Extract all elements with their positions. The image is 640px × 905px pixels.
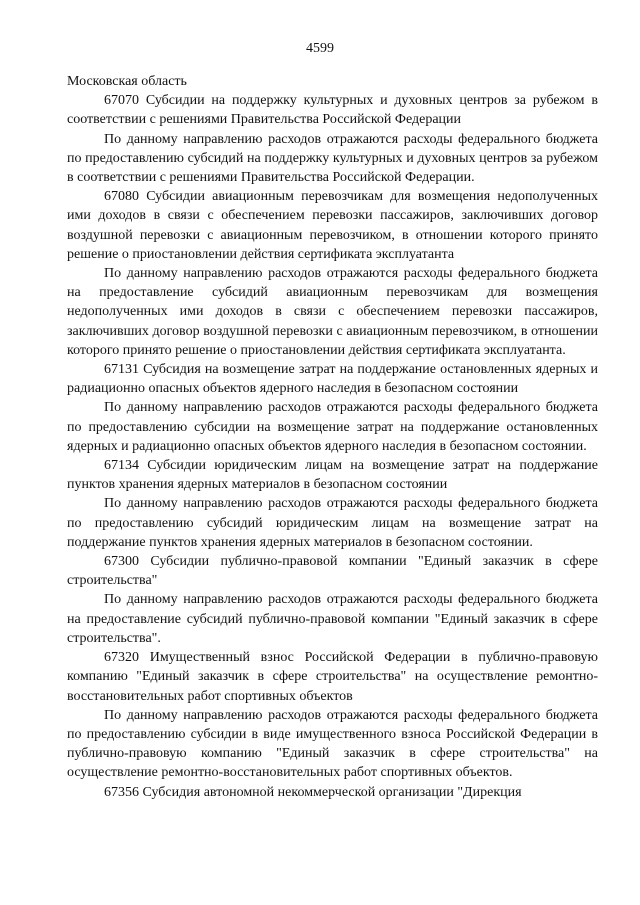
page-number: 4599 bbox=[306, 41, 334, 56]
paragraph-67300-heading: 67300 Субсидии публично-правовой компании "Единый заказчик в сфере строительства" bbox=[67, 554, 598, 589]
paragraph-67356-heading: 67356 Субсидия автономной некоммерческой организации "Дирекция bbox=[104, 784, 522, 800]
document-body bbox=[67, 72, 598, 802]
paragraph-67080-heading: 67080 Субсидии авиационным перевозчикам для возмещения недополученных ими доходов в связи с обеспечением перевозки пассажиров, заключивших договор воздушной перевозки с авиационным перевозчиком, в отношении которого принято решение о приостановлении действия сертификата эксплуатанта bbox=[67, 189, 598, 262]
paragraph-67131-heading: 67131 Субсидия на возмещение затрат на поддержание остановленных ядерных и радиационно опасных объектов ядерного наследия в безопасном состоянии bbox=[67, 362, 598, 397]
paragraph-67070-heading: 67070 Субсидии на поддержку культурных и духовных центров за рубежом в соответствии с решениями Правительства Российской Федерации bbox=[67, 93, 598, 128]
paragraph-67134-heading: 67134 Субсидии юридическим лицам на возмещение затрат на поддержание пунктов хранения ядерных материалов в безопасном состоянии bbox=[67, 458, 598, 493]
paragraph-67070-description: По данному направлению расходов отражаются расходы федерального бюджета по предоставлению субсидий на поддержку культурных и духовных центров за рубежом в соответствии с решениями Правительства Российской Федерации. bbox=[67, 131, 598, 186]
region-heading: Московская область bbox=[67, 74, 187, 89]
paragraph-67320-description: По данному направлению расходов отражаются расходы федерального бюджета по предоставлению субсидии в виде имущественного взноса Российской Федерации в публично-правовую компанию "Единый заказчик в сфере строительства" на осуществление ремонтно-восстановительных работ спортивных объектов. bbox=[67, 707, 598, 781]
paragraph-67080-description: По данному направлению расходов отражаются расходы федерального бюджета на предоставление субсидий авиационным перевозчикам для возмещения недополученных ими доходов в связи с обеспечением перевозки пассажиров, заключивших договор воздушной перевозки с авиационным перевозчиком, в отношении которого принято решение о приостановлении действия сертификата эксплуатанта. bbox=[67, 266, 598, 358]
paragraph-67131-description: По данному направлению расходов отражаются расходы федерального бюджета по предоставлению субсидии на возмещение затрат на поддержание остановленных ядерных и радиационно опасных объектов ядерного наследия в безопасном состоянии. bbox=[67, 400, 598, 454]
paragraph-67134-description: По данному направлению расходов отражаются расходы федерального бюджета по предоставлению субсидий юридическим лицам на возмещение затрат на поддержание пунктов хранения ядерных материалов в безопасном состоянии. bbox=[67, 496, 598, 550]
paragraph-67320-heading: 67320 Имущественный взнос Российской Федерации в публично-правовую компанию "Единый заказчик в сфере строительства" на осуществление ремонтно-восстановительных работ спортивных объектов bbox=[67, 650, 598, 704]
paragraph-67300-description: По данному направлению расходов отражаются расходы федерального бюджета на предоставление субсидий публично-правовой компании "Единый заказчик в сфере строительства". bbox=[67, 592, 598, 646]
